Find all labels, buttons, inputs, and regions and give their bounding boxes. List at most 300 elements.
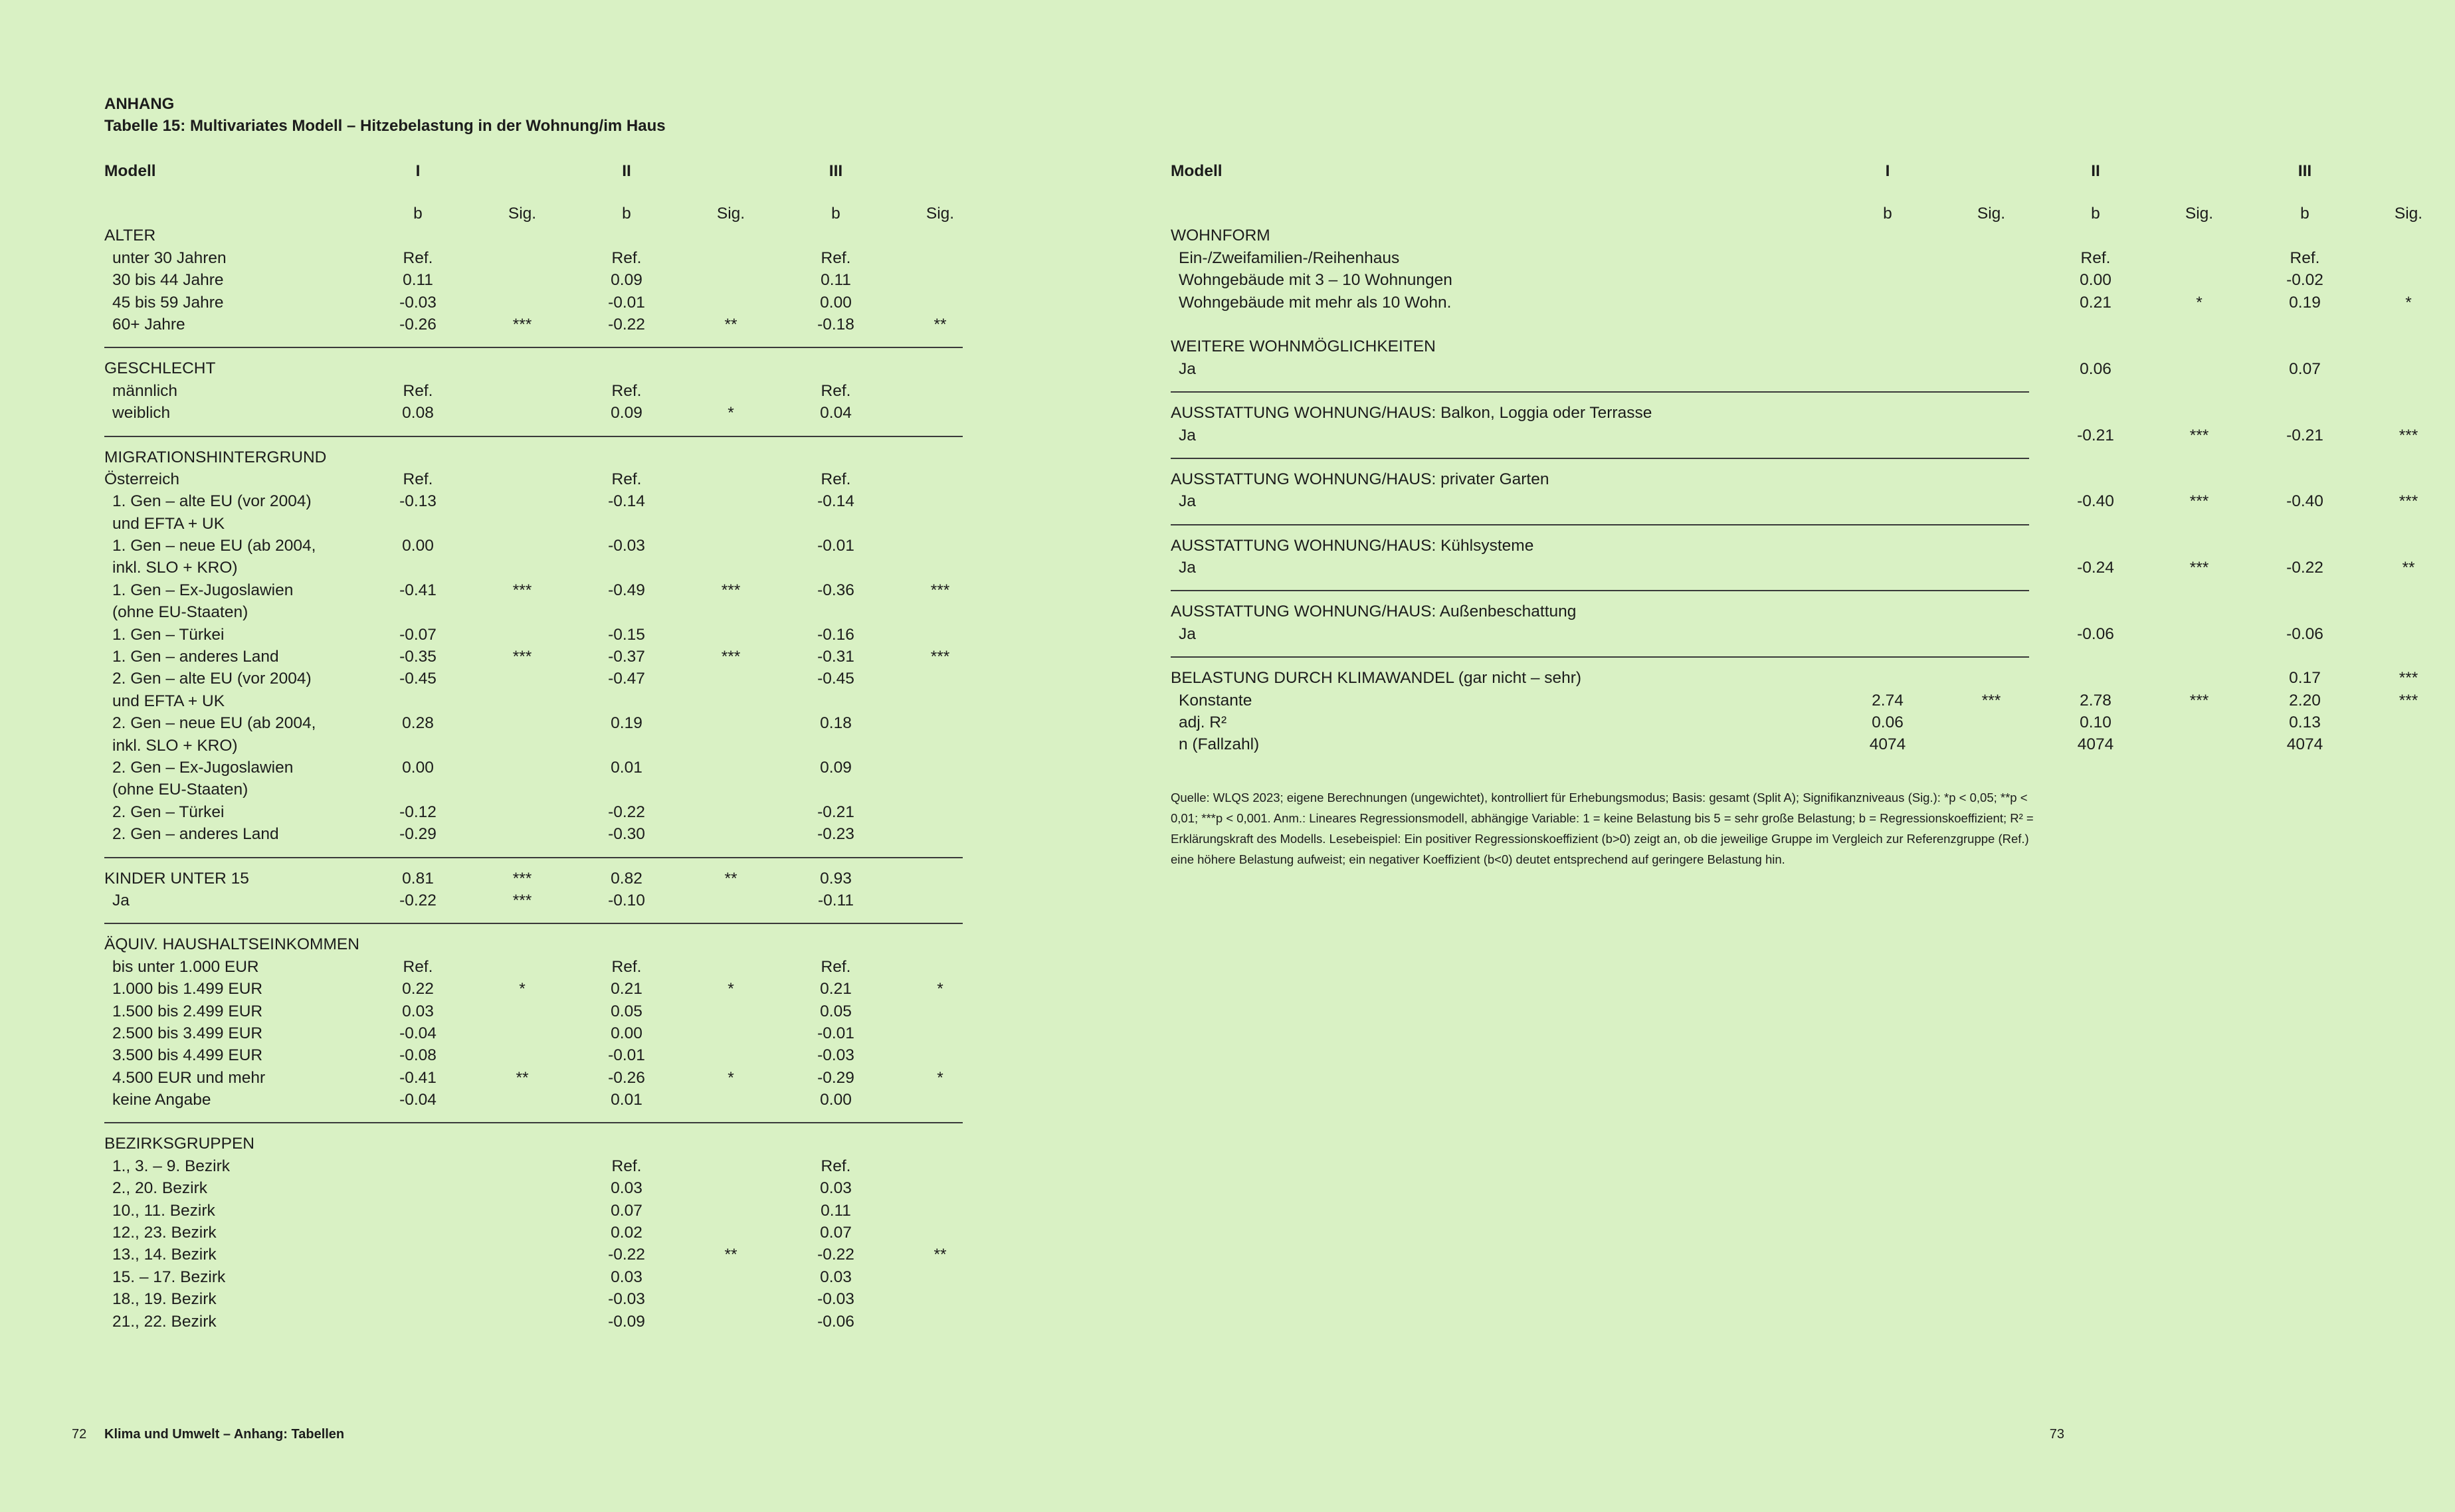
model-label: Modell	[104, 162, 156, 180]
cell-b-model-3: -0.06	[817, 1312, 854, 1331]
cell-b-model-2: 0.01	[611, 758, 642, 777]
cell-b-model-3: -0.40	[2286, 492, 2323, 511]
row-label: bis unter 1.000 EUR	[112, 957, 259, 976]
group-title-row	[1171, 225, 2029, 246]
table-row	[104, 490, 963, 512]
cell-b-model-2: -0.10	[608, 891, 645, 909]
table-row	[104, 247, 963, 269]
cell-b-model-2: -0.06	[2077, 624, 2114, 643]
group-separator	[1171, 458, 2029, 459]
cell-b-model-3: -0.31	[817, 648, 854, 666]
cell-b-model-3: 0.11	[821, 271, 851, 290]
group-title: MIGRATIONSHINTERGRUND	[104, 448, 327, 466]
row-label: Ja	[112, 891, 130, 909]
row-label: Wohngebäude mit mehr als 10 Wohn.	[1179, 293, 1452, 312]
cell-b-model-2: 0.03	[611, 1268, 642, 1286]
cell-b-model-2: 2.78	[2080, 691, 2111, 709]
model-name-3: III	[829, 162, 843, 180]
cell-b-model-2: 0.10	[2080, 713, 2111, 732]
table-row	[104, 1311, 963, 1333]
cell-sig-model-2: ***	[2189, 559, 2209, 577]
row-label: Ja	[1179, 426, 1196, 444]
row-label: 2. Gen – anderes Land	[112, 825, 279, 844]
group-title-row	[1171, 402, 2029, 424]
cell-b-model-3: 0.11	[821, 1201, 851, 1220]
cell-b-model-1: Ref.	[403, 248, 433, 267]
group-separator	[104, 923, 963, 924]
table-row	[104, 735, 963, 757]
cell-sig-model-3: ***	[930, 581, 950, 599]
cell-b-model-2: 0.21	[2080, 293, 2111, 312]
group-title: WEITERE WOHNMÖGLICHKEITEN	[1171, 337, 1436, 356]
group-separator	[1171, 590, 2029, 591]
cell-sig-model-3: ***	[2399, 492, 2418, 511]
row-label: 4.500 EUR und mehr	[112, 1068, 266, 1087]
cell-b-model-2: -0.01	[608, 1046, 645, 1065]
cell-b-model-3: 0.00	[820, 1091, 852, 1109]
row-label: (ohne EU-Staaten)	[112, 781, 248, 799]
cell-b-model-1: -0.12	[399, 803, 437, 821]
row-label: Ja	[1179, 624, 1196, 643]
row-label: 13., 14. Bezirk	[112, 1246, 217, 1264]
row-label: inkl. SLO + KRO)	[112, 559, 238, 577]
row-label: und EFTA + UK	[112, 692, 225, 710]
group-title-row	[1171, 468, 2029, 490]
cell-b-model-2: 4074	[2077, 735, 2114, 754]
row-label: 15. – 17. Bezirk	[112, 1268, 226, 1286]
column-header-b: b	[413, 205, 423, 223]
cell-b-model-1: 0.11	[403, 271, 433, 290]
cell-b-model-3: -0.03	[817, 1046, 854, 1065]
row-label: weiblich	[112, 404, 171, 423]
table-row	[104, 690, 963, 712]
group-title: KINDER UNTER 15	[104, 869, 249, 888]
model-name-2: II	[622, 162, 631, 180]
row-label: Ja	[1179, 492, 1196, 511]
table-row	[1171, 425, 2418, 446]
page-number-right: 73	[2049, 1427, 2064, 1442]
model-name-3: III	[2298, 162, 2312, 180]
cell-b-model-2: -0.21	[2077, 426, 2114, 444]
cell-sig-model-3: ***	[2399, 426, 2418, 444]
cell-b-model-3: Ref.	[2290, 248, 2320, 267]
cell-b-model-3: 4074	[2286, 735, 2323, 754]
cell-b-model-1: -0.03	[399, 293, 437, 312]
group-title: BELASTUNG DURCH KLIMAWANDEL (gar nicht – sehr)	[1171, 669, 1582, 688]
table-row	[1171, 711, 2321, 733]
cell-b-model-2: -0.49	[608, 581, 645, 599]
cell-sig-model-3: *	[937, 980, 943, 998]
table-row	[104, 801, 963, 823]
table-row	[104, 1089, 963, 1111]
page-left	[0, 0, 1067, 1512]
cell-b-model-3: -0.11	[817, 891, 854, 909]
cell-b-model-3: -0.22	[2286, 559, 2323, 577]
cell-sig-model-2: **	[724, 1246, 737, 1264]
table-row	[104, 1000, 963, 1022]
row-label: unter 30 Jahren	[112, 248, 227, 267]
cell-b-model-2: 0.00	[611, 1024, 642, 1042]
cell-b-model-3: -0.21	[2286, 426, 2323, 444]
row-label: 1.000 bis 1.499 EUR	[112, 980, 263, 998]
table-row	[104, 1222, 963, 1244]
cell-b-model-2: 0.02	[611, 1224, 642, 1242]
cell-b-model-3: 2.20	[2289, 691, 2321, 709]
table-row	[104, 1067, 963, 1089]
row-label: 60+ Jahre	[112, 315, 185, 333]
row-label: 1. Gen – neue EU (ab 2004,	[112, 537, 316, 555]
cell-b-model-1: -0.04	[399, 1024, 437, 1042]
group-title: AUSSTATTUNG WOHNUNG/HAUS: privater Garten	[1171, 470, 1549, 488]
table-row	[104, 601, 963, 623]
table-row	[1171, 623, 2323, 645]
group-title: ÄQUIV. HAUSHALTSEINKOMMEN	[104, 935, 359, 954]
cell-sig-model-2: *	[728, 980, 734, 998]
cell-b-model-2: -0.15	[608, 625, 645, 644]
column-header-b: b	[831, 205, 840, 223]
table-row	[104, 978, 963, 1000]
row-label: 21., 22. Bezirk	[112, 1312, 217, 1331]
row-label: 2. Gen – Ex-Jugoslawien	[112, 758, 294, 777]
group-separator	[104, 436, 963, 437]
cell-b-model-3: Ref.	[821, 248, 851, 267]
table-row	[1171, 269, 2323, 291]
cell-sig-model-3: **	[2402, 559, 2415, 577]
cell-b-model-2: Ref.	[611, 381, 642, 400]
row-label: (ohne EU-Staaten)	[112, 603, 248, 622]
row-label: 1. Gen – anderes Land	[112, 648, 279, 666]
cell-sig-model-3: ***	[2399, 669, 2418, 688]
cell-b-model-1: 0.08	[402, 404, 434, 423]
cell-b-model-3: -0.21	[817, 803, 854, 821]
row-label: Konstante	[1179, 691, 1252, 709]
column-header-b: b	[2091, 205, 2100, 223]
group-separator	[104, 1122, 963, 1123]
row-label: 1. Gen – alte EU (vor 2004)	[112, 492, 312, 511]
group-title: AUSSTATTUNG WOHNUNG/HAUS: Balkon, Loggia oder Terrasse	[1171, 404, 1652, 423]
column-header-sig: Sig.	[926, 205, 955, 223]
cell-b-model-3: 0.03	[820, 1179, 852, 1198]
cell-b-model-2: 0.82	[611, 869, 642, 888]
table-row	[104, 314, 963, 335]
group-gap	[1171, 314, 2029, 335]
cell-b-model-1: -0.13	[399, 492, 437, 511]
cell-b-model-1: -0.22	[399, 891, 437, 909]
cell-b-model-3: -0.18	[817, 315, 854, 333]
table-row	[104, 579, 963, 601]
cell-b-model-3: 0.05	[820, 1002, 852, 1020]
row-label: Ja	[1179, 559, 1196, 577]
group-separator	[104, 347, 963, 348]
column-header-sig: Sig.	[2185, 205, 2214, 223]
row-label: 45 bis 59 Jahre	[112, 293, 224, 312]
table-row	[104, 646, 963, 668]
cell-b-model-3: 0.04	[820, 404, 852, 423]
table-row	[104, 956, 963, 978]
row-label: 1. Gen – Ex-Jugoslawien	[112, 581, 294, 599]
group-title-row	[1171, 601, 2029, 622]
column-header-row	[104, 203, 963, 225]
row-label: Österreich	[104, 470, 180, 488]
cell-b-model-3: Ref.	[821, 1157, 851, 1175]
cell-b-model-1: Ref.	[403, 957, 433, 976]
table-row	[104, 823, 963, 845]
group-title-row	[104, 933, 963, 955]
table-row	[104, 1200, 963, 1222]
cell-b-model-3: -0.02	[2286, 271, 2323, 290]
cell-b-model-3: Ref.	[821, 381, 851, 400]
table-row	[104, 668, 963, 690]
cell-b-model-3: -0.14	[817, 492, 854, 511]
cell-b-model-3: 0.09	[820, 758, 852, 777]
model-name-2: II	[2091, 162, 2100, 180]
header-gap	[1171, 185, 2029, 203]
cell-b-model-2: -0.01	[608, 293, 645, 312]
cell-sig-model-1: **	[516, 1068, 529, 1087]
row-label: 2., 20. Bezirk	[112, 1179, 207, 1198]
table-row	[104, 624, 963, 646]
group-title-row	[104, 446, 963, 468]
model-header-row	[104, 158, 963, 185]
cell-b-model-1: -0.04	[399, 1091, 437, 1109]
cell-b-model-3: -0.16	[817, 625, 854, 644]
cell-b-model-1: -0.41	[399, 581, 437, 599]
cell-sig-model-1: ***	[512, 869, 532, 888]
table-row	[1171, 733, 2323, 755]
cell-sig-model-2: *	[728, 404, 734, 423]
row-label: 2.500 bis 3.499 EUR	[112, 1024, 263, 1042]
cell-b-model-3: 0.07	[820, 1224, 852, 1242]
cell-b-model-3: 0.13	[2289, 713, 2321, 732]
row-label: n (Fallzahl)	[1179, 735, 1260, 754]
cell-sig-model-2: ***	[2189, 426, 2209, 444]
row-label: Ja	[1179, 359, 1196, 378]
cell-b-model-1: Ref.	[403, 381, 433, 400]
group-title: AUSSTATTUNG WOHNUNG/HAUS: Kühlsysteme	[1171, 536, 1534, 555]
row-label: Wohngebäude mit 3 – 10 Wohnungen	[1179, 271, 1452, 290]
row-label: 3.500 bis 4.499 EUR	[112, 1046, 263, 1065]
cell-b-model-2: Ref.	[2080, 248, 2111, 267]
cell-b-model-2: -0.03	[608, 1290, 645, 1309]
column-header-b: b	[2300, 205, 2309, 223]
cell-b-model-1: -0.35	[399, 648, 437, 666]
cell-b-model-3: 0.19	[2289, 293, 2321, 312]
table-row	[104, 269, 963, 291]
cell-b-model-2: 0.09	[611, 271, 642, 290]
cell-b-model-1: -0.26	[399, 315, 437, 333]
row-label: keine Angabe	[112, 1091, 211, 1109]
table-row	[1171, 292, 2412, 314]
row-label: 2. Gen – Türkei	[112, 803, 225, 821]
table-row	[104, 779, 963, 801]
cell-b-model-1: 0.81	[402, 869, 434, 888]
cell-b-model-2: -0.22	[608, 1246, 645, 1264]
table-row	[104, 1244, 963, 1266]
cell-b-model-2: Ref.	[611, 248, 642, 267]
cell-sig-model-3: **	[933, 1246, 947, 1264]
row-label: 2. Gen – alte EU (vor 2004)	[112, 670, 312, 688]
group-title-row	[104, 357, 963, 379]
cell-sig-model-3: ***	[2399, 691, 2418, 709]
cell-b-model-2: Ref.	[611, 470, 642, 488]
cell-b-model-1: -0.07	[399, 625, 437, 644]
cell-sig-model-1: *	[519, 980, 526, 998]
group-title-row	[104, 225, 963, 246]
column-header-sig: Sig.	[716, 205, 745, 223]
model-header-row	[1171, 158, 2312, 185]
row-label: und EFTA + UK	[112, 514, 225, 533]
cell-sig-model-1: ***	[512, 315, 532, 333]
cell-b-model-2: Ref.	[611, 1157, 642, 1175]
cell-b-model-2: 0.05	[611, 1002, 642, 1020]
cell-sig-model-3: *	[937, 1068, 943, 1087]
cell-b-model-2: 0.01	[611, 1091, 642, 1109]
column-header-sig: Sig.	[2394, 205, 2423, 223]
row-label: inkl. SLO + KRO)	[112, 736, 238, 755]
cell-b-model-2: 0.21	[611, 980, 642, 998]
cell-sig-model-2: *	[2196, 293, 2203, 312]
regression-table-right	[1171, 158, 2423, 756]
cell-b-model-1: 0.28	[402, 714, 434, 733]
table-row	[104, 557, 963, 579]
table-row	[104, 513, 963, 535]
cell-b-model-3: -0.01	[817, 537, 854, 555]
cell-b-model-2: -0.14	[608, 492, 645, 511]
cell-b-model-1: -0.08	[399, 1046, 437, 1065]
row-label: 2. Gen – neue EU (ab 2004,	[112, 714, 316, 733]
cell-sig-model-1: ***	[512, 891, 532, 909]
cell-b-model-1: Ref.	[403, 470, 433, 488]
cell-sig-model-3: **	[933, 315, 947, 333]
cell-sig-model-3: ***	[930, 648, 950, 666]
group-title-row	[1171, 335, 2029, 357]
table-row	[104, 292, 963, 314]
cell-b-model-2: -0.40	[2077, 492, 2114, 511]
table-row	[1171, 490, 2418, 512]
cell-b-model-2: 0.07	[611, 1201, 642, 1220]
row-label: 1.500 bis 2.499 EUR	[112, 1002, 263, 1020]
cell-b-model-1: -0.41	[399, 1068, 437, 1087]
column-header-sig: Sig.	[508, 205, 537, 223]
cell-sig-model-1: ***	[1981, 691, 2001, 709]
cell-b-model-2: -0.37	[608, 648, 645, 666]
cell-b-model-2: -0.22	[608, 315, 645, 333]
table-row	[1171, 247, 2320, 269]
cell-b-model-2: -0.47	[608, 670, 645, 688]
column-header-sig: Sig.	[1977, 205, 2006, 223]
group-title-row	[1171, 667, 2418, 689]
group-title: BEZIRKSGRUPPEN	[104, 1135, 254, 1153]
page-number-left: 72	[72, 1427, 87, 1442]
group-title: WOHNFORM	[1171, 227, 1270, 245]
row-label: männlich	[112, 381, 178, 400]
group-title-row	[1171, 535, 2029, 557]
cell-b-model-3: Ref.	[821, 957, 851, 976]
row-label: 30 bis 44 Jahre	[112, 271, 224, 290]
cell-b-model-3: -0.29	[817, 1068, 854, 1087]
cell-b-model-3: 0.07	[2289, 359, 2321, 378]
header-gap	[104, 185, 963, 203]
model-name-1: I	[415, 162, 421, 180]
cell-b-model-2: 0.19	[611, 714, 642, 733]
column-header-b: b	[1883, 205, 1892, 223]
group-title-row	[104, 1133, 963, 1155]
cell-b-model-2: 0.03	[611, 1179, 642, 1198]
cell-b-model-2: 0.06	[2080, 359, 2111, 378]
cell-b-model-3: Ref.	[821, 470, 851, 488]
cell-b-model-3: 0.93	[820, 869, 852, 888]
cell-b-model-1: 0.06	[1872, 713, 1904, 732]
cell-b-model-1: 2.74	[1872, 691, 1904, 709]
cell-sig-model-1: ***	[512, 581, 532, 599]
table-row	[1171, 358, 2321, 380]
group-separator	[1171, 524, 2029, 525]
group-title-row	[104, 868, 963, 890]
cell-b-model-2: -0.30	[608, 825, 645, 844]
cell-b-model-3: 0.00	[820, 293, 852, 312]
table-row	[1171, 557, 2415, 579]
cell-b-model-3: 0.03	[820, 1268, 852, 1286]
cell-sig-model-2: ***	[2189, 492, 2209, 511]
group-separator	[104, 857, 963, 858]
table-row	[104, 402, 963, 424]
table-row	[104, 1155, 963, 1177]
table-footnote: Quelle: WLQS 2023; eigene Berechnungen (ungewichtet), kontrolliert für Erhebungsmodus; Basis: gesamt (Split A); Signifikanzniveaus (Sig.): *p < 0,05; **p < 0,01; ***p < 0,001. Anm.: Lineares Regressionsmodell, abhängige Variable: 1 = keine Belastung bis 5 = sehr große Belastung; b = Regressionskoeffizient; R² = Erklärungskraft des Modells. Lesebeispiel: Ein positiver Regressionskoeffizient (b>0) zeigt an, ob die jeweilige Gruppe im Vergleich zur Referenzgruppe (Ref.) eine höhere Belastung aufweist; ein negativer Koeffizient (b<0) deutet entsprechend auf geringere Belastung hin.	[1171, 791, 2034, 866]
section-title: ANHANG	[104, 95, 175, 113]
table-row	[104, 468, 963, 490]
cell-b-model-1: 0.03	[402, 1002, 434, 1020]
table-row	[104, 1288, 963, 1310]
cell-b-model-3: -0.06	[2286, 624, 2323, 643]
row-label: 10., 11. Bezirk	[112, 1201, 215, 1220]
cell-b-model-3: 0.21	[820, 980, 852, 998]
table-row	[104, 712, 963, 734]
cell-sig-model-2: ***	[721, 581, 741, 599]
table-row	[104, 1177, 963, 1199]
row-label: 12., 23. Bezirk	[112, 1224, 217, 1242]
cell-b-model-3: -0.23	[817, 825, 854, 844]
table-row	[104, 535, 963, 557]
table-row	[104, 1022, 963, 1044]
table-row	[104, 890, 963, 911]
group-separator	[1171, 656, 2029, 658]
cell-b-model-3: 0.17	[2289, 669, 2321, 688]
cell-b-model-2: -0.24	[2077, 559, 2114, 577]
cell-b-model-3: -0.01	[817, 1024, 854, 1042]
cell-sig-model-2: ***	[721, 648, 741, 666]
column-header-row	[1171, 203, 2423, 225]
row-label: 18., 19. Bezirk	[112, 1290, 217, 1309]
cell-b-model-2: -0.22	[608, 803, 645, 821]
regression-table-left	[104, 158, 963, 1333]
table-row	[104, 757, 963, 779]
cell-b-model-1: 0.22	[402, 980, 434, 998]
table-row	[104, 1266, 963, 1288]
cell-b-model-1: 0.00	[402, 758, 434, 777]
group-separator	[1171, 391, 2029, 393]
cell-b-model-1: -0.45	[399, 670, 437, 688]
model-label: Modell	[1171, 162, 1223, 180]
cell-b-model-3: -0.03	[817, 1290, 854, 1309]
column-header-b: b	[622, 205, 631, 223]
cell-sig-model-2: *	[728, 1068, 734, 1087]
model-name-1: I	[1885, 162, 1890, 180]
group-title: AUSSTATTUNG WOHNUNG/HAUS: Außenbeschattung	[1171, 603, 1577, 621]
cell-b-model-1: -0.29	[399, 825, 437, 844]
page-right	[1067, 0, 2423, 1512]
cell-sig-model-2: ***	[2189, 691, 2209, 709]
row-label: adj. R²	[1179, 713, 1227, 732]
